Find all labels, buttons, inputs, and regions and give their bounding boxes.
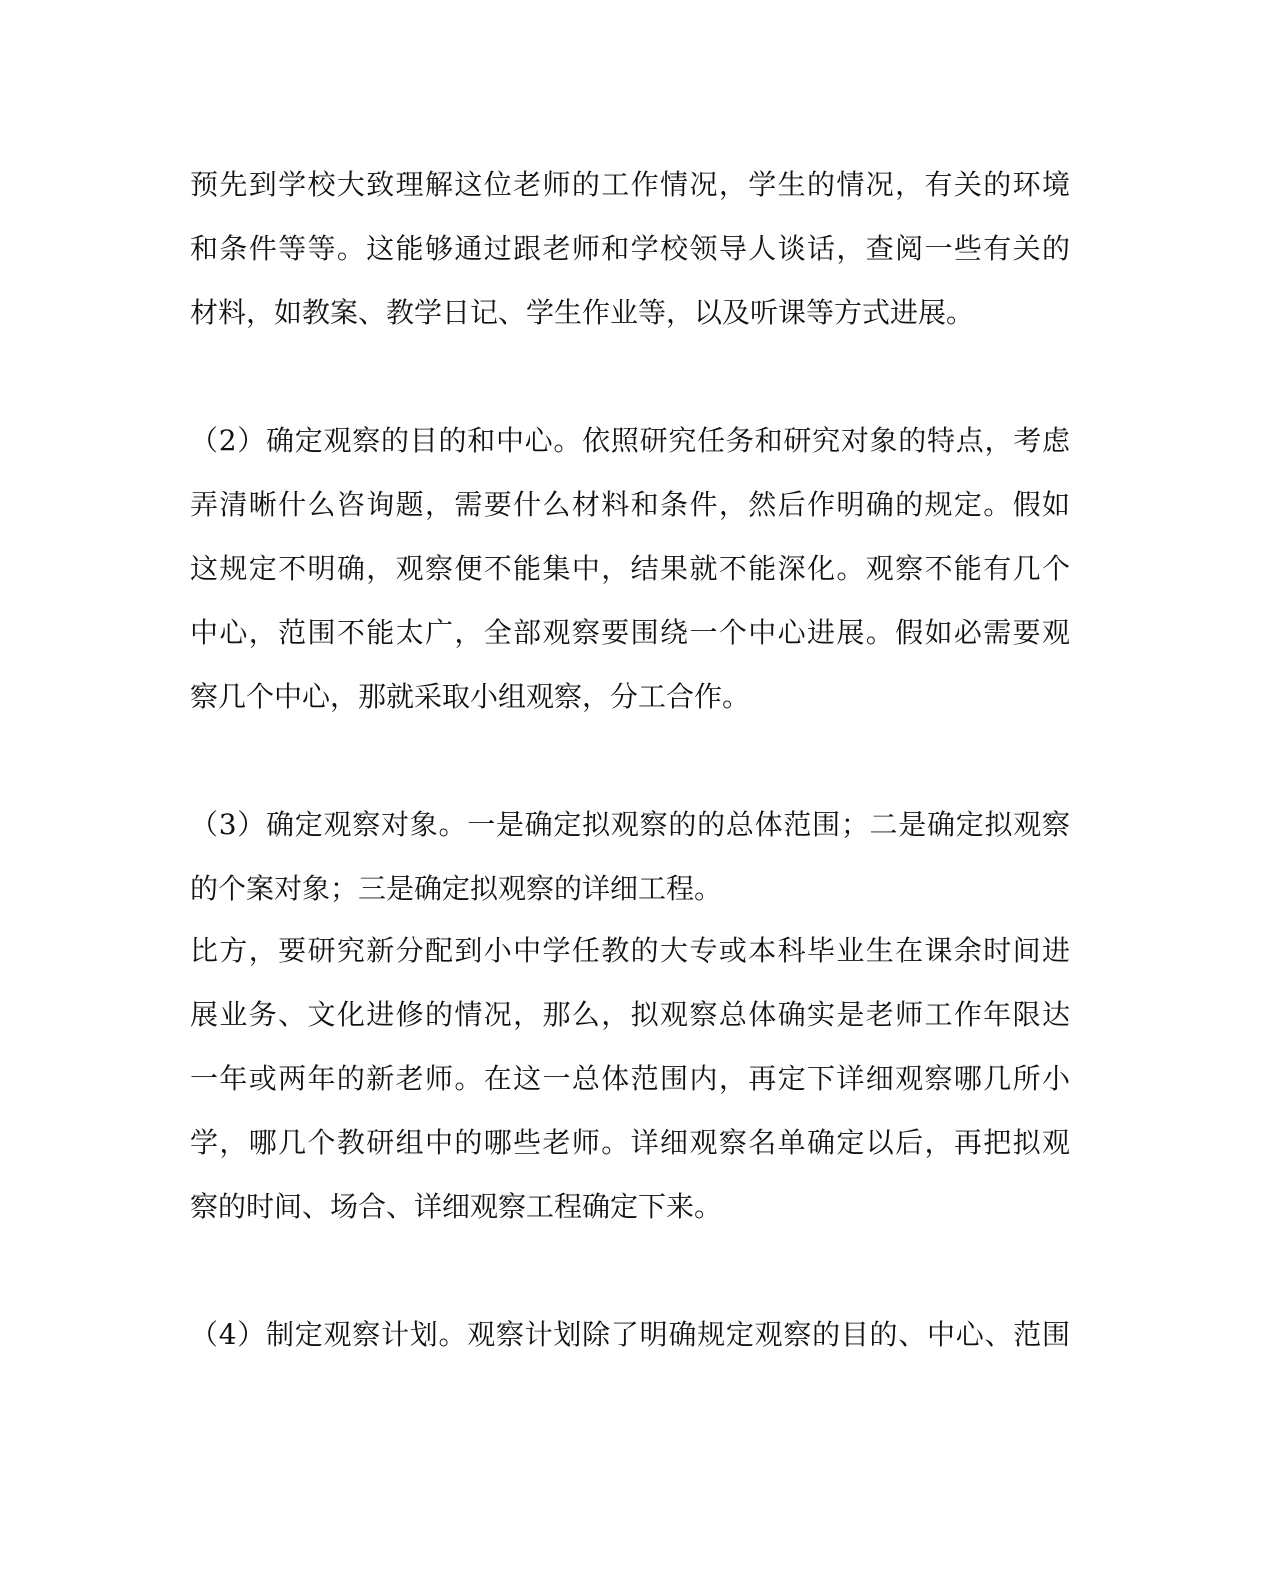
- text-line: 材料，如教案、教学日记、学生作业等，以及听课等方式进展。: [190, 296, 975, 329]
- text-line: 这规定不明确，观察便不能集中，结果就不能深化。观察不能有几个: [190, 552, 1070, 585]
- text-line: 一年或两年的新老师。在这一总体范围内，再定下详细观察哪几所小: [190, 1062, 1070, 1095]
- text-line: 弄清晰什么咨询题，需要什么材料和条件，然后作明确的规定。假如: [190, 488, 1070, 521]
- text-line: 中心，范围不能太广，全部观察要围绕一个中心进展。假如必需要观: [190, 616, 1070, 649]
- text-line: 的个案对象；三是确定拟观察的详细工程。: [190, 872, 723, 905]
- text-line: （2）确定观察的目的和中心。依照研究任务和研究对象的特点，考虑: [190, 424, 1070, 457]
- text-line: 展业务、文化进修的情况，那么，拟观察总体确实是老师工作年限达: [190, 998, 1070, 1031]
- text-line: 察的时间、场合、详细观察工程确定下来。: [190, 1190, 723, 1223]
- text-line: （3）确定观察对象。一是确定拟观察的的总体范围；二是确定拟观察: [190, 808, 1070, 841]
- text-line: 学，哪几个教研组中的哪些老师。详细观察名单确定以后，再把拟观: [190, 1126, 1070, 1159]
- text-line: 比方，要研究新分配到小中学任教的大专或本科毕业生在课余时间进: [190, 934, 1070, 967]
- text-line: 察几个中心，那就采取小组观察，分工合作。: [190, 680, 751, 713]
- text-line: （4）制定观察计划。观察计划除了明确规定观察的目的、中心、范围: [190, 1318, 1070, 1351]
- text-line: 预先到学校大致理解这位老师的工作情况，学生的情况，有关的环境: [190, 168, 1070, 201]
- text-line: 和条件等等。这能够通过跟老师和学校领导人谈话，查阅一些有关的: [190, 232, 1070, 265]
